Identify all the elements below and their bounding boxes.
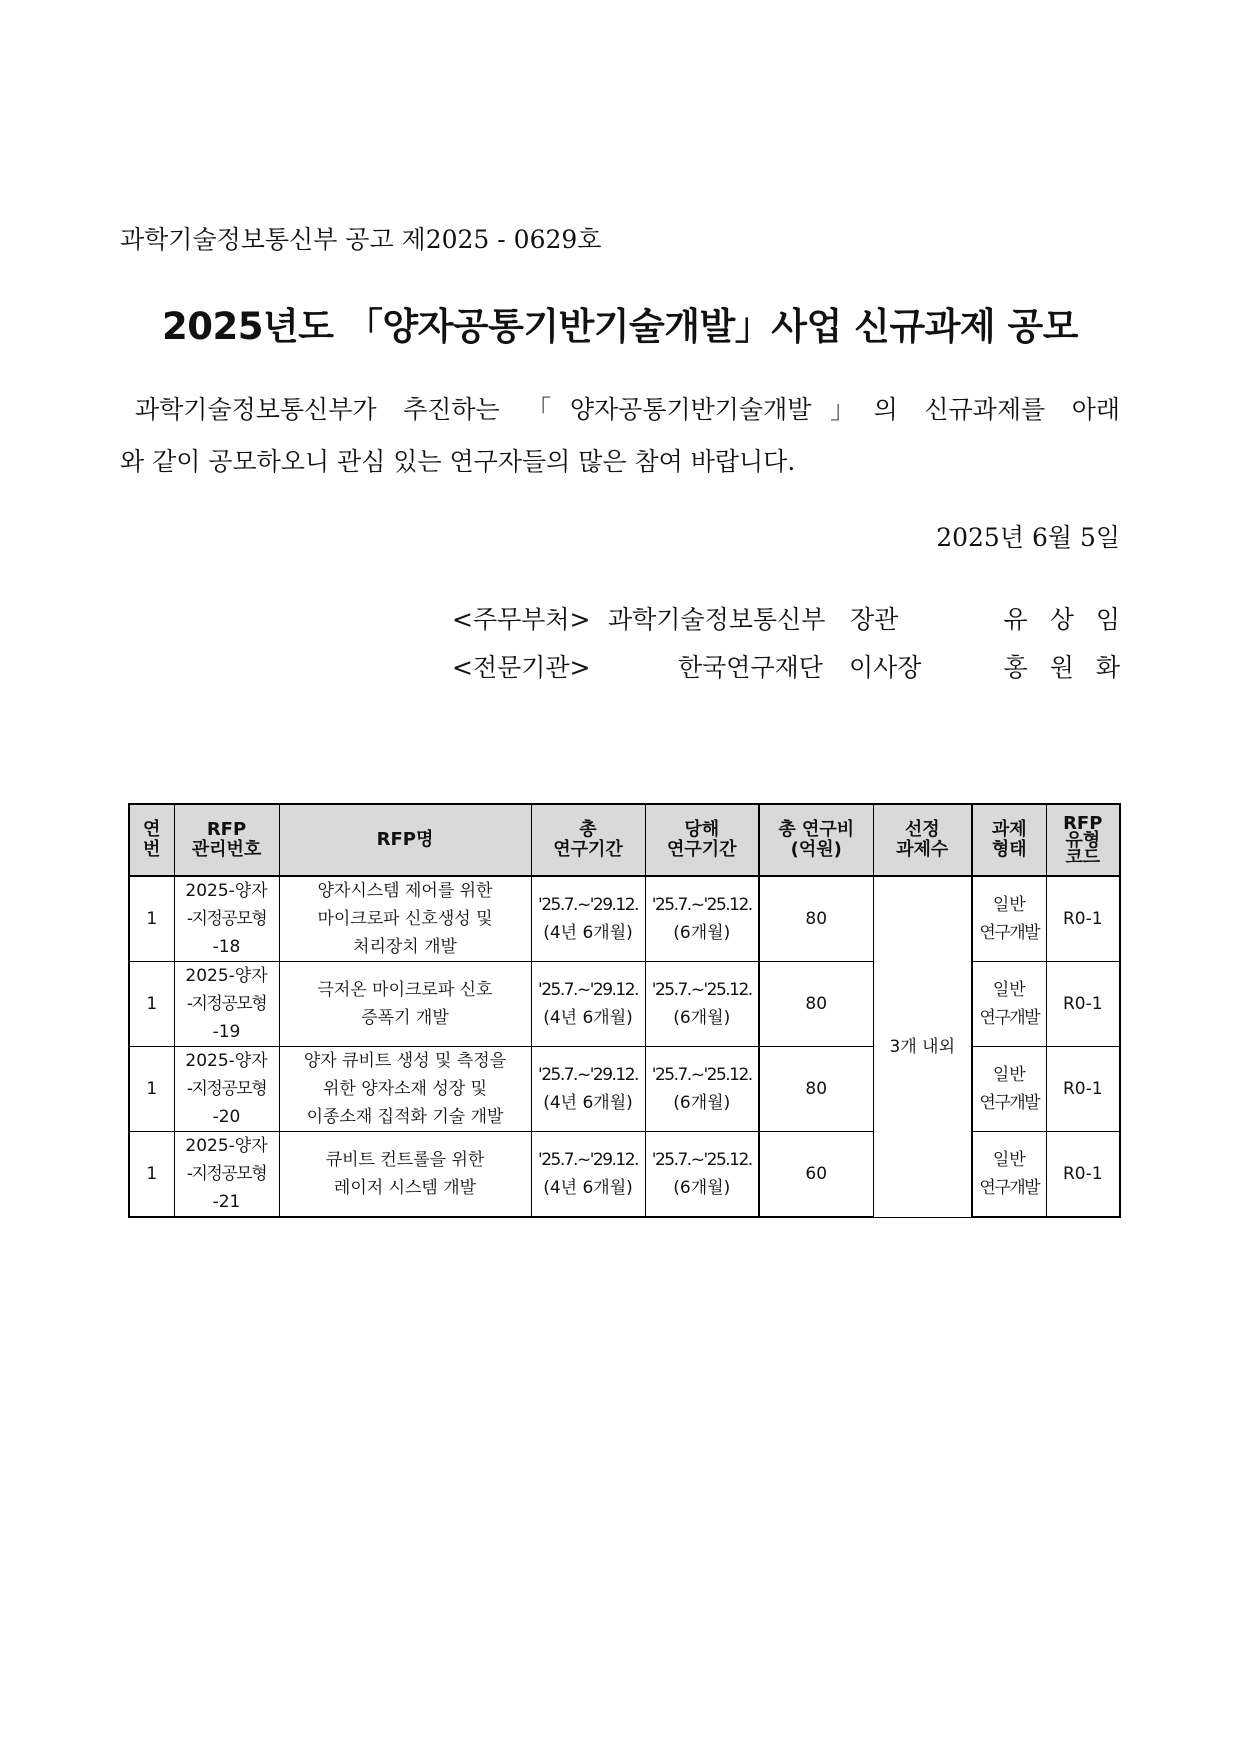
signatory-agency: 한국연구재단 bbox=[678, 653, 823, 682]
cell-type: 일반 연구개발 bbox=[972, 962, 1046, 1047]
cell-type: 일반 연구개발 bbox=[972, 1132, 1046, 1218]
cell-no: 1 bbox=[129, 1132, 174, 1218]
header-type: 과제 형태 bbox=[972, 804, 1046, 876]
cell-code: R0-1 bbox=[1046, 1047, 1120, 1132]
cell-code: R0-1 bbox=[1046, 876, 1120, 962]
cell-budget: 60 bbox=[759, 1132, 873, 1218]
header-current-period: 당해 연구기간 bbox=[645, 804, 759, 876]
cell-type: 일반 연구개발 bbox=[972, 1047, 1046, 1132]
signatory-org-label: <주무부처> bbox=[452, 605, 591, 634]
cell-total-period: '25.7.~'29.12. (4년 6개월) bbox=[531, 876, 645, 962]
cell-no: 1 bbox=[129, 1047, 174, 1132]
header-no: 연 번 bbox=[129, 804, 174, 876]
signatory-org-label: <전문기관> bbox=[452, 653, 591, 682]
table-row bbox=[129, 962, 1120, 1047]
signatory-position: 이사장 bbox=[849, 653, 922, 682]
table-row bbox=[129, 1047, 1120, 1132]
header-selection: 선정 과제수 bbox=[873, 804, 972, 876]
cell-total-period: '25.7.~'29.12. (4년 6개월) bbox=[531, 962, 645, 1047]
intro-paragraph bbox=[120, 384, 1120, 488]
signatory-ministry bbox=[452, 600, 1142, 640]
cell-rfp-name: 양자 큐비트 생성 및 측정을 위한 양자소재 성장 및 이종소재 집적화 기술 개발 bbox=[279, 1047, 531, 1132]
cell-rfp-name: 큐비트 컨트롤을 위한 레이저 시스템 개발 bbox=[279, 1132, 531, 1218]
cell-current-period: '25.7.~'25.12. (6개월) bbox=[645, 962, 759, 1047]
header-total-period: 총 연구기간 bbox=[531, 804, 645, 876]
document-title: 2025년도 「양자공통기반기술개발」사업 신규과제 공모 bbox=[162, 305, 1078, 348]
cell-selection-count: 3개 내외 bbox=[873, 876, 972, 1217]
signatory-name: 유상임 bbox=[1003, 605, 1142, 634]
header-budget: 총 연구비 (억원) bbox=[759, 804, 873, 876]
cell-rfp-name: 극저온 마이크로파 신호 증폭기 개발 bbox=[279, 962, 531, 1047]
cell-code: R0-1 bbox=[1046, 962, 1120, 1047]
intro-line-1: 과학기술정보통신부가 추진하는 「양자공통기반기술개발」의 신규과제를 아래 bbox=[135, 395, 1120, 424]
signatory-agency-row bbox=[452, 648, 1142, 688]
intro-line-2: 와 같이 공모하오니 관심 있는 연구자들의 많은 참여 바랍니다. bbox=[120, 447, 796, 476]
table-header-row bbox=[129, 804, 1120, 876]
cell-current-period: '25.7.~'25.12. (6개월) bbox=[645, 876, 759, 962]
header-code: RFP 유형 코드 bbox=[1046, 804, 1120, 876]
header-rfp-name: RFP명 bbox=[279, 804, 531, 876]
rfp-table bbox=[128, 803, 1121, 1218]
cell-rfp-name: 양자시스템 제어를 위한 마이크로파 신호생성 및 처리장치 개발 bbox=[279, 876, 531, 962]
cell-rfp-id: 2025-양자 -지정공모형 -21 bbox=[174, 1132, 279, 1218]
cell-type: 일반 연구개발 bbox=[972, 876, 1046, 962]
cell-budget: 80 bbox=[759, 876, 873, 962]
table-row bbox=[129, 1132, 1120, 1218]
cell-budget: 80 bbox=[759, 1047, 873, 1132]
cell-budget: 80 bbox=[759, 962, 873, 1047]
cell-rfp-id: 2025-양자 -지정공모형 -19 bbox=[174, 962, 279, 1047]
cell-no: 1 bbox=[129, 876, 174, 962]
signatory-name: 홍원화 bbox=[1003, 653, 1142, 682]
signatory-agency: 과학기술정보통신부 bbox=[608, 605, 826, 634]
cell-code: R0-1 bbox=[1046, 1132, 1120, 1218]
cell-total-period: '25.7.~'29.12. (4년 6개월) bbox=[531, 1047, 645, 1132]
header-rfp-id: RFP 관리번호 bbox=[174, 804, 279, 876]
cell-total-period: '25.7.~'29.12. (4년 6개월) bbox=[531, 1132, 645, 1218]
table-row bbox=[129, 876, 1120, 962]
cell-rfp-id: 2025-양자 -지정공모형 -18 bbox=[174, 876, 279, 962]
cell-current-period: '25.7.~'25.12. (6개월) bbox=[645, 1132, 759, 1218]
cell-rfp-id: 2025-양자 -지정공모형 -20 bbox=[174, 1047, 279, 1132]
notice-date: 2025년 6월 5일 bbox=[936, 523, 1120, 552]
notice-number: 과학기술정보통신부 공고 제2025 - 0629호 bbox=[120, 225, 602, 254]
signatory-position: 장관 bbox=[850, 605, 899, 634]
cell-current-period: '25.7.~'25.12. (6개월) bbox=[645, 1047, 759, 1132]
cell-no: 1 bbox=[129, 962, 174, 1047]
